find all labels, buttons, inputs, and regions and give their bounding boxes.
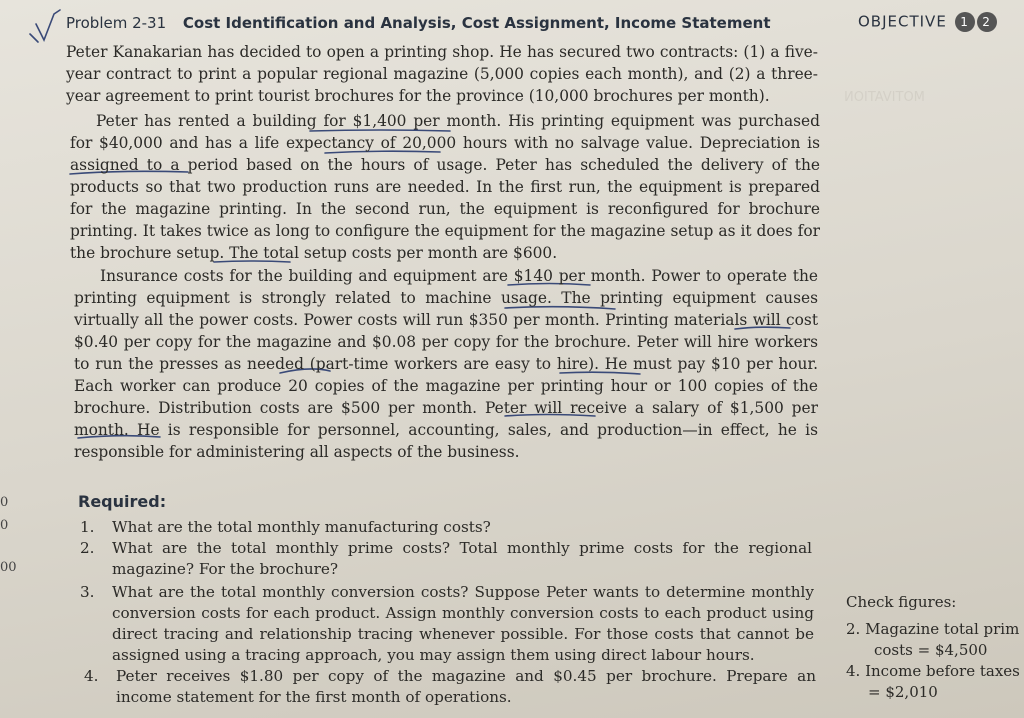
check-figures-title: Check figures:	[846, 593, 957, 611]
paragraph-costs: Insurance costs for the building and equipment are $140 per month. Power to operate the printing equipment is strongly related to machine usage. The printing equipment causes virtually all the power costs. Power costs will run $350 per month. Printing materials will cost $0.40 per copy for the magazine and $0.08 per copy for the brochure. Peter will hire workers to run the presses as needed (part-time workers are easy to hire). He must pay $10 per hour. Each worker can produce 20 copies of the magazine per printing hour or 100 copies of the brochure. Distribution costs are $500 per month. Peter will receive a salary of $1,500 per month. He is responsible for personnel, accounting, sales, and production—in effect, he is responsible for administering all aspects of the business.	[74, 267, 818, 461]
check-figure-2-value: costs = $4,500	[874, 641, 988, 659]
question-text: What are the total monthly prime costs? Total monthly prime costs for the regional magazine? For the brochure?	[112, 539, 812, 578]
margin-mark: 0	[0, 518, 9, 533]
question-2	[80, 538, 812, 580]
question-text: Peter receives $1.80 per copy of the magazine and $0.45 per brochure. Prepare an income statement for the first month of operations.	[116, 667, 816, 706]
question-1	[80, 517, 812, 538]
objective-badge-2: 2	[977, 12, 997, 32]
problem-header	[66, 14, 826, 32]
problem-title: Cost Identification and Analysis, Cost Assignment, Income Statement	[182, 14, 771, 32]
objective-label-group	[858, 12, 997, 32]
problem-number: Problem 2-31	[66, 14, 167, 32]
question-text: What are the total monthly conversion costs? Suppose Peter wants to determine monthly conversion costs for each product. Assign monthly conversion costs to each product using direct tracing and relationship tracing whenever possible. For those costs that cannot be assigned using a tracing approach, you may assign them using direct labour hours.	[112, 583, 814, 664]
check-figure-4-value: = $2,010	[868, 683, 938, 701]
question-4	[84, 666, 816, 708]
question-3	[80, 582, 814, 666]
question-number: 2.	[80, 539, 95, 557]
paragraph-building-equipment: Peter has rented a building for $1,400 per month. His printing equipment was purchased for $40,000 and has a life expectancy of 20,000 hours with no salvage value. Depreciation is assigned to a period based on the hours of usage. Peter has scheduled the delivery of the products so that two production runs are needed. In the first run, the equipment is prepared for the magazine printing. In the second run, the equipment is reconfigured for brochure printing. It takes twice as long to configure the equipment for the magazine setup as it does for the brochure setup. The total setup costs per month are $600.	[70, 112, 820, 262]
question-number: 1.	[80, 518, 95, 536]
check-figure-4: 4. Income before taxes	[846, 662, 1020, 680]
required-heading: Required:	[78, 492, 167, 511]
question-number: 4.	[84, 667, 99, 685]
question-text: What are the total monthly manufacturing costs?	[112, 518, 491, 536]
show-through-text: MOTIVATION	[844, 90, 925, 105]
question-number: 3.	[80, 583, 95, 601]
objective-badge-1: 1	[955, 12, 975, 32]
check-figures	[846, 592, 1024, 703]
paragraph-intro: Peter Kanakarian has decided to open a printing shop. He has secured two contracts: (1) a five-year contract to print a popular regional magazine (5,000 copies each month), and (2) a three-year agreement to print tourist brochures for the province (10,000 brochures per month).	[66, 43, 818, 105]
check-figure-2: 2. Magazine total prim	[846, 620, 1020, 638]
margin-mark: 00	[0, 560, 17, 575]
margin-mark: 0	[0, 495, 9, 510]
objective-label: OBJECTIVE	[858, 12, 947, 31]
